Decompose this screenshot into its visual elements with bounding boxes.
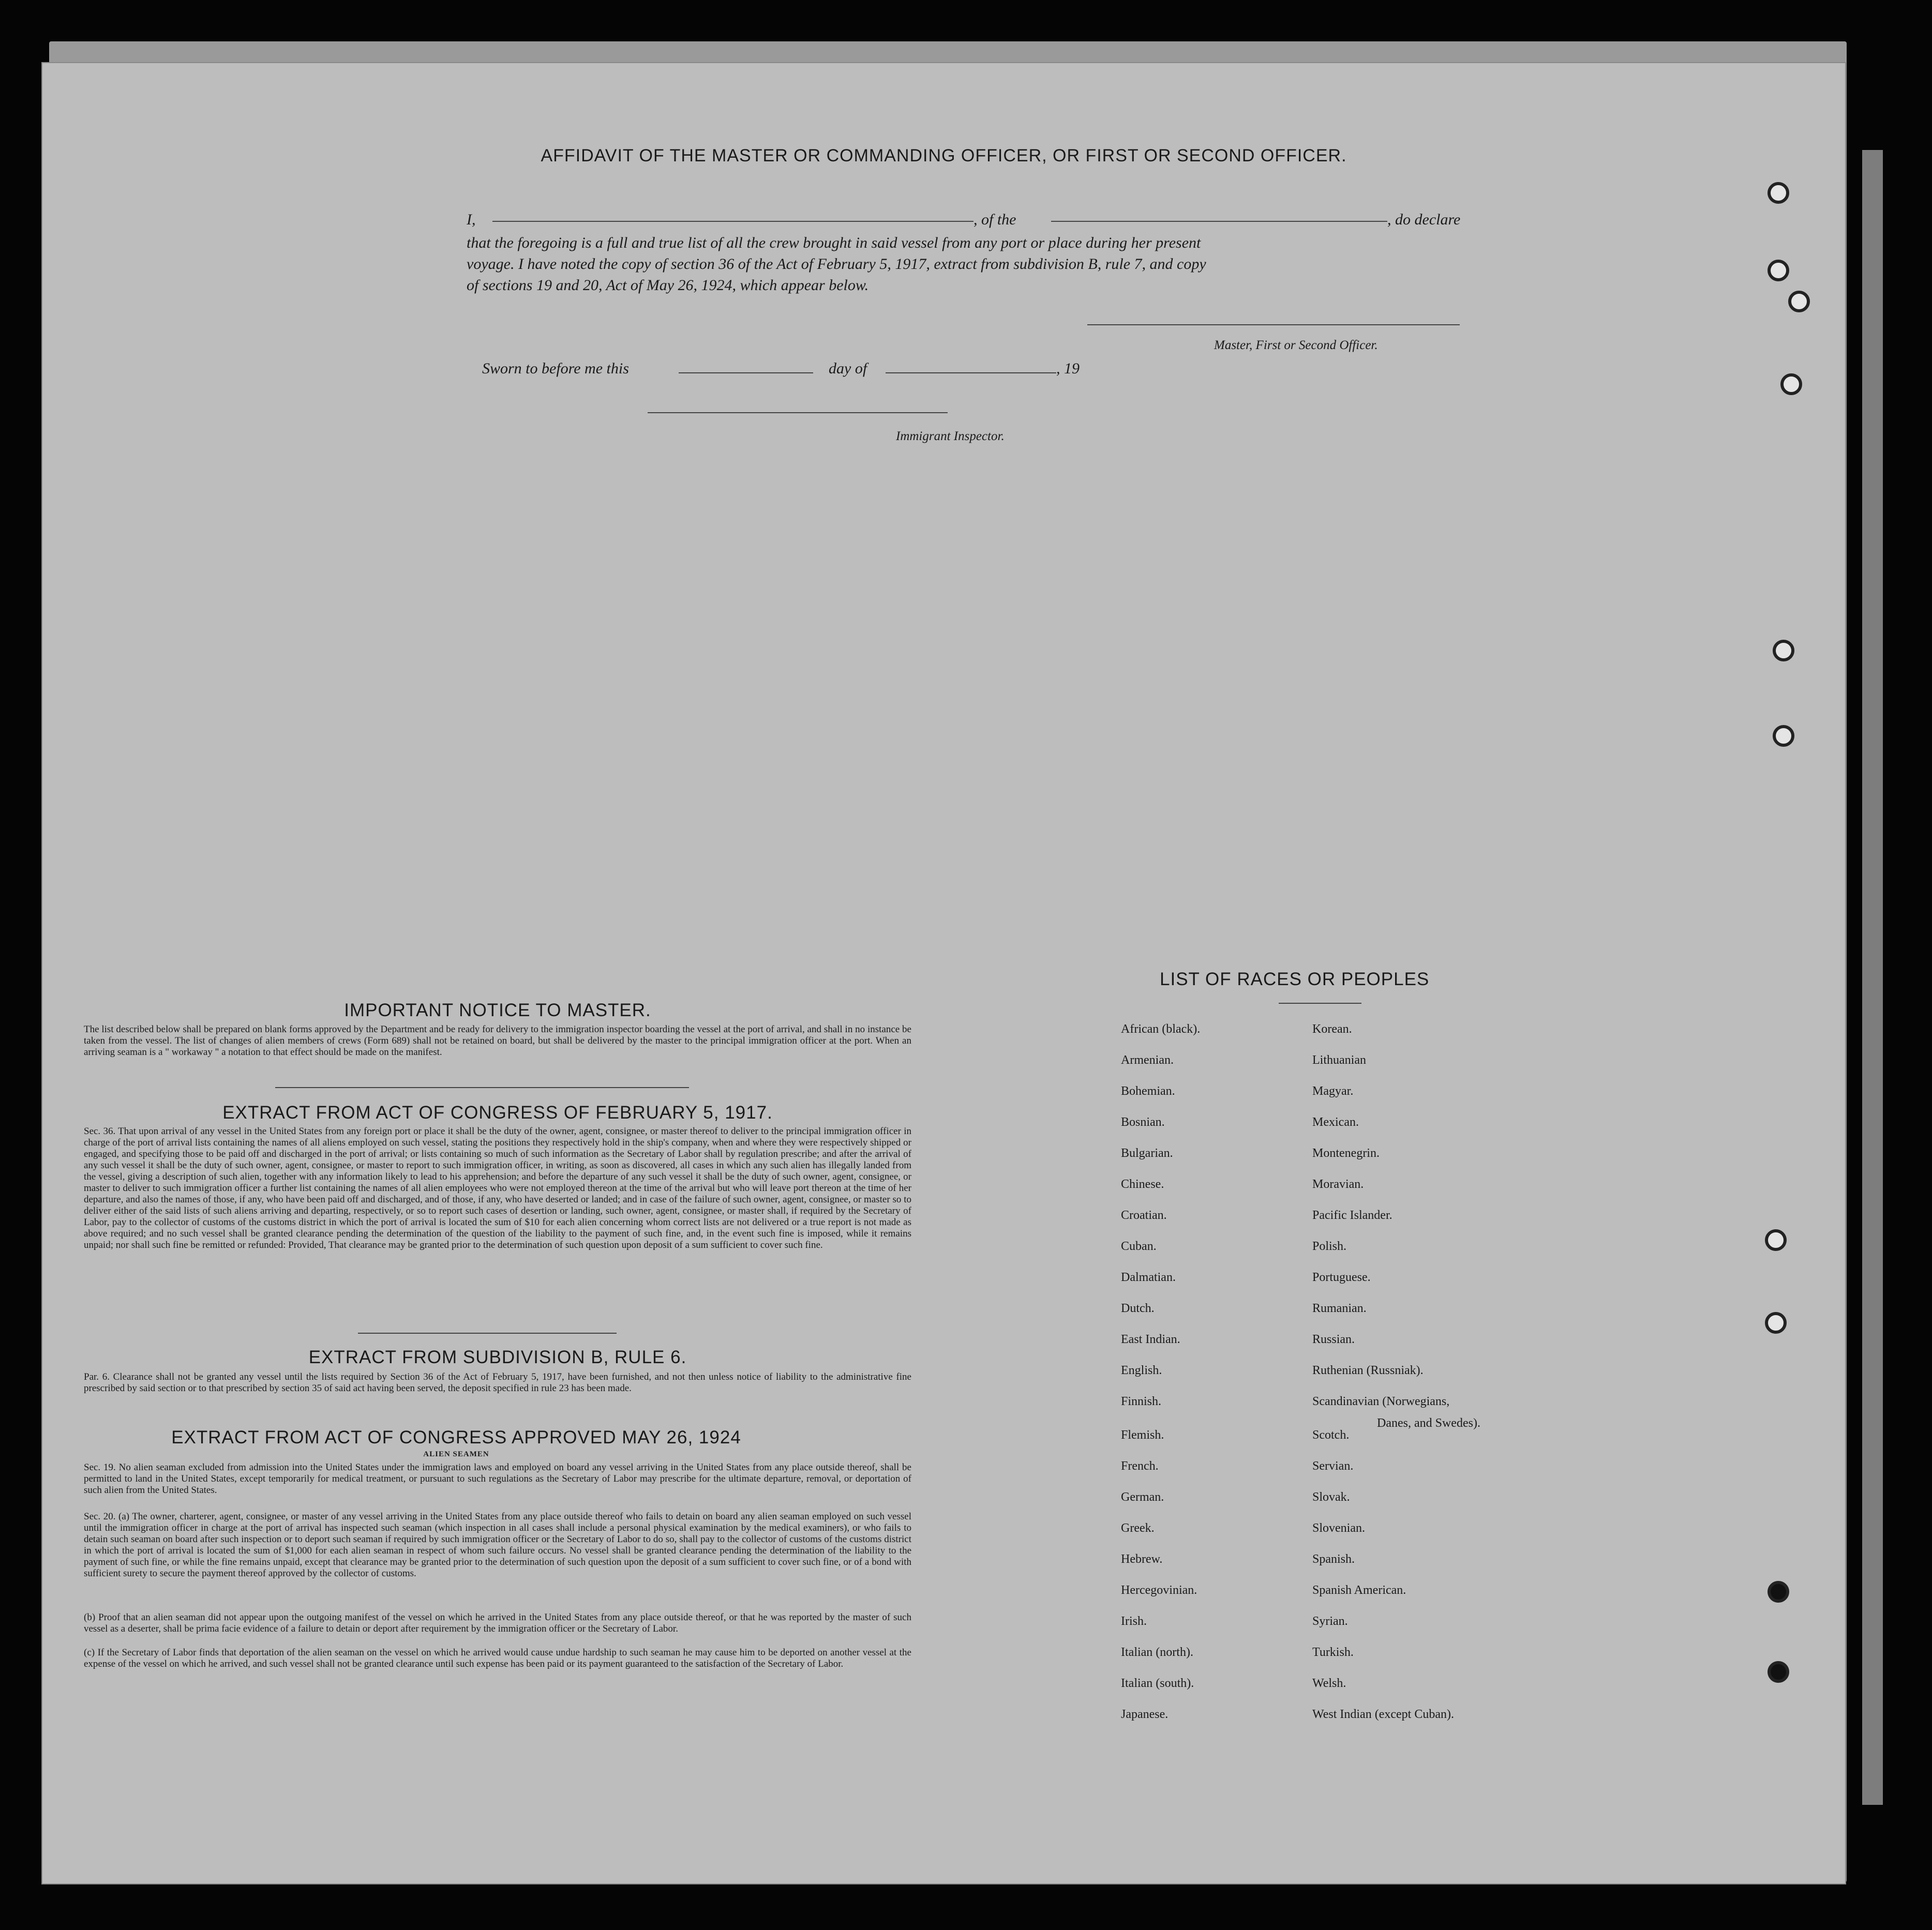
- race-item: Montenegrin.: [1312, 1147, 1380, 1160]
- sworn-day-blank[interactable]: [679, 372, 813, 373]
- race-item: Russian.: [1312, 1333, 1355, 1346]
- divider: [1279, 1003, 1361, 1004]
- race-item: Lithuanian: [1312, 1053, 1366, 1067]
- race-item: Bohemian.: [1121, 1084, 1175, 1098]
- race-item: Chinese.: [1121, 1178, 1164, 1191]
- affidavit-line4: of sections 19 and 20, Act of May 26, 1924, which appear below.: [467, 277, 869, 294]
- extract-1924-sec19: Sec. 19. No alien seaman excluded from admission into the United States under the immigration laws and employed on board any vessel arriving in the United States from any place outside thereof, shall be permitted to land in the United States, except temporarily for medical treatment, or pursuant to such regulations as the Secretary of Labor may prescribe for the ultimate departure, removal, or deportation of such alien from the United States.: [84, 1462, 911, 1496]
- punch-hole-icon: [1773, 640, 1794, 661]
- extract-1924-subtitle: ALIEN SEAMEN: [423, 1450, 489, 1458]
- extract-1924-title: EXTRACT FROM ACT OF CONGRESS APPROVED MAY 26, 1924: [171, 1427, 741, 1448]
- race-item: Pacific Islander.: [1312, 1209, 1392, 1222]
- notice-title: IMPORTANT NOTICE TO MASTER.: [344, 1000, 651, 1020]
- race-item: Servian.: [1312, 1459, 1354, 1473]
- race-item: Japanese.: [1121, 1708, 1169, 1721]
- affidavit-declare: , do declare: [1387, 211, 1461, 228]
- punch-hole-icon: [1773, 725, 1794, 747]
- race-item: French.: [1121, 1459, 1159, 1473]
- vessel-blank[interactable]: [1051, 221, 1387, 222]
- back-sheet-edge: [1862, 150, 1883, 1805]
- punch-hole-icon: [1788, 291, 1810, 312]
- race-item: Croatian.: [1121, 1209, 1167, 1222]
- extract-rule6-body: Par. 6. Clearance shall not be granted any vessel until the lists required by Section 36 of the Act of February 5, 1917, have been furnished, and not then unless notice of liability to the administrative fine prescribed by said section or to that prescribed by section 35 of said act having been served, the deposit specified in rule 23 has been made.: [84, 1371, 911, 1394]
- race-item: German.: [1121, 1490, 1164, 1504]
- punch-hole-icon: [1768, 260, 1789, 281]
- race-item: Dutch.: [1121, 1302, 1155, 1315]
- race-item: Greek.: [1121, 1521, 1155, 1535]
- race-item: Cuban.: [1121, 1240, 1157, 1253]
- extract-1924-sec20a: Sec. 20. (a) The owner, charterer, agent, consignee, or master of any vessel arriving in the United States from any place outside thereof who fails to detain on board any alien seaman employed on such vessel until the immigration officer in charge at the port of arrival has inspected such seaman (which inspection in all cases shall include a personal physical examination by the medical examiners), or who fails to detain such seaman on board after such inspection or to deport such seaman if required by such immigration officer or the Secretary of Labor to do so, shall pay to the collector of customs of the customs district in which the port of arrival is located the sum of $1,000 for each alien seaman in respect of whom such failure occurs. No vessel shall be granted clearance pending the determination of the liability to the payment of such fine, or while the fine remains unpaid, except that clearance may be granted prior to the determination of such question upon the deposit of a sum sufficient to cover such fine, or of a bond with sufficient surety to secure the payment thereof approved by the collector of customs.: [84, 1511, 911, 1579]
- name-blank[interactable]: [492, 221, 974, 222]
- sworn-month-blank[interactable]: [886, 372, 1056, 373]
- sworn-year: , 19: [1056, 360, 1080, 377]
- race-item: Bulgarian.: [1121, 1147, 1173, 1160]
- race-item: Hercegovinian.: [1121, 1584, 1197, 1597]
- race-item: English.: [1121, 1364, 1162, 1377]
- race-item: Flemish.: [1121, 1428, 1164, 1442]
- race-item: Scotch.: [1312, 1428, 1350, 1442]
- punch-hole-icon: [1765, 1312, 1787, 1334]
- affidavit-i: I,: [467, 211, 476, 228]
- race-item: Italian (south).: [1121, 1677, 1194, 1690]
- inspector-signature-line[interactable]: [648, 412, 948, 413]
- punch-hole-icon: [1768, 1581, 1789, 1603]
- race-item: Welsh.: [1312, 1677, 1346, 1690]
- race-item: Spanish.: [1312, 1552, 1355, 1566]
- race-item: Danes, and Swedes).: [1377, 1416, 1480, 1430]
- race-item: East Indian.: [1121, 1333, 1180, 1346]
- divider: [275, 1087, 689, 1088]
- master-signature-caption: Master, First or Second Officer.: [1214, 338, 1378, 352]
- race-item: Slovenian.: [1312, 1521, 1365, 1535]
- race-item: Armenian.: [1121, 1053, 1174, 1067]
- day-of-text: day of: [829, 360, 867, 377]
- race-item: West Indian (except Cuban).: [1312, 1708, 1454, 1721]
- race-item: Moravian.: [1312, 1178, 1364, 1191]
- race-item: Syrian.: [1312, 1615, 1348, 1628]
- race-item: Magyar.: [1312, 1084, 1354, 1098]
- extract-rule6-title: EXTRACT FROM SUBDIVISION B, RULE 6.: [308, 1347, 687, 1367]
- race-item: Slovak.: [1312, 1490, 1350, 1504]
- affidavit-line3: voyage. I have noted the copy of section 36 of the Act of February 5, 1917, extract from subdivision B, rule 7, and copy: [467, 255, 1206, 273]
- extract-1924-sec20c: (c) If the Secretary of Labor finds that deportation of the alien seaman on the vessel on which he arrived would cause undue hardship to such seaman he may cause him to be deported on another vessel at the expense of the vessel on which he arrived, and such vessel shall not be granted clearance until such expense has been paid or its payment guaranteed to the satisfaction of the Secretary of Labor.: [84, 1647, 911, 1669]
- races-title: LIST OF RACES OR PEOPLES: [1160, 969, 1430, 989]
- race-item: Hebrew.: [1121, 1552, 1163, 1566]
- race-item: Ruthenian (Russniak).: [1312, 1364, 1424, 1377]
- affidavit-of-the: , of the: [974, 211, 1016, 228]
- divider: [358, 1333, 617, 1334]
- race-item: Rumanian.: [1312, 1302, 1367, 1315]
- race-item: Portuguese.: [1312, 1271, 1371, 1284]
- race-item: Italian (north).: [1121, 1646, 1193, 1659]
- race-item: Finnish.: [1121, 1395, 1162, 1408]
- race-item: Scandinavian (Norwegians,: [1312, 1395, 1450, 1408]
- affidavit-line2: that the foregoing is a full and true list of all the crew brought in said vessel from any port or place during her present: [467, 234, 1201, 251]
- master-signature-line[interactable]: [1087, 324, 1460, 325]
- notice-body: The list described below shall be prepared on blank forms approved by the Department and be ready for delivery to the immigration inspector boarding the vessel at the port of arrival, and shall in no instance be taken from the vessel. The list of changes of alien members of crews (Form 689) shall not be retained on board, but shall be delivered by the master to the principal immigration officer at the port. When an arriving seaman is a " workaway " a notation to that effect should be made on the manifest.: [84, 1024, 911, 1058]
- punch-hole-icon: [1768, 1661, 1789, 1683]
- extract-1917-title: EXTRACT FROM ACT OF CONGRESS OF FEBRUARY 5, 1917.: [222, 1103, 773, 1123]
- race-item: Korean.: [1312, 1022, 1352, 1036]
- punch-hole-icon: [1765, 1229, 1787, 1251]
- race-item: Bosnian.: [1121, 1115, 1165, 1129]
- punch-hole-icon: [1768, 182, 1789, 204]
- race-item: Dalmatian.: [1121, 1271, 1176, 1284]
- extract-1917-body: Sec. 36. That upon arrival of any vessel in the United States from any foreign port or place it shall be the duty of the owner, agent, consignee, or master thereof to deliver to the principal immigration officer in charge of the port of arrival lists containing the names of all aliens employed on such vessel, stating the positions they respectively hold in the ship's company, when and where they were respectively shipped or engaged, and specifying those to be paid off and discharged in the port of arrival; or lists containing so much of such information as the Secretary of Labor shall by regulation prescribe; and after the arrival of any such vessel it shall be the duty of such owner, agent, consignee, or master to report to such immigration officer, in writing, as soon as discovered, all cases in which any such alien has illegally landed from the vessel, giving a description of such alien, together with any information likely to lead to his apprehension; and before the departure of any such vessel it shall be the duty of such owner, agent, consignee, or master to deliver to such immigration officer a further list containing the names of all alien employees who were not employed thereon at the time of the arrival but who will leave port thereon at the time of her departure, and also the names of those, if any, who have been paid off and discharged, and of those, if any, who have deserted or landed; and in case of the failure of such owner, agent, consignee, or master so to deliver either of the said lists of such aliens arriving and departing, respectively, or so to report such cases of desertion or landing, such owner, agent, consignee, or master shall, if required by the Secretary of Labor, pay to the collector of customs of the customs district in which the port of arrival is located the sum of $10 for each alien concerning whom correct lists are not delivered or a true report is not made as above required; and no such vessel shall be granted clearance pending the determination of the question of the liability to the payment of such fine, and, in the event such fine is imposed, while it remains unpaid; nor shall such fine be remitted or refunded: Provided, That clearance may be granted prior to the determination of such question upon deposit of a sum sufficient to cover such fine.: [84, 1126, 911, 1250]
- sworn-text: Sworn to before me this: [482, 360, 629, 377]
- race-item: Irish.: [1121, 1615, 1147, 1628]
- race-item: Turkish.: [1312, 1646, 1354, 1659]
- inspector-caption: Immigrant Inspector.: [896, 429, 1005, 443]
- race-item: African (black).: [1121, 1022, 1201, 1036]
- document-page: [41, 62, 1846, 1884]
- extract-1924-sec20b: (b) Proof that an alien seaman did not appear upon the outgoing manifest of the vessel on which he arrived in the United States from any place outside thereof, or that he was reported by the master of such vessel as a deserter, shall be prima facie evidence of a failure to detain or deport after requirement by the immigration officer or the Secretary of Labor.: [84, 1612, 911, 1634]
- race-item: Polish.: [1312, 1240, 1347, 1253]
- affidavit-title: AFFIDAVIT OF THE MASTER OR COMMANDING OFFICER, OR FIRST OR SECOND OFFICER.: [541, 146, 1347, 165]
- race-item: Spanish American.: [1312, 1584, 1406, 1597]
- race-item: Mexican.: [1312, 1115, 1359, 1129]
- punch-hole-icon: [1780, 373, 1802, 395]
